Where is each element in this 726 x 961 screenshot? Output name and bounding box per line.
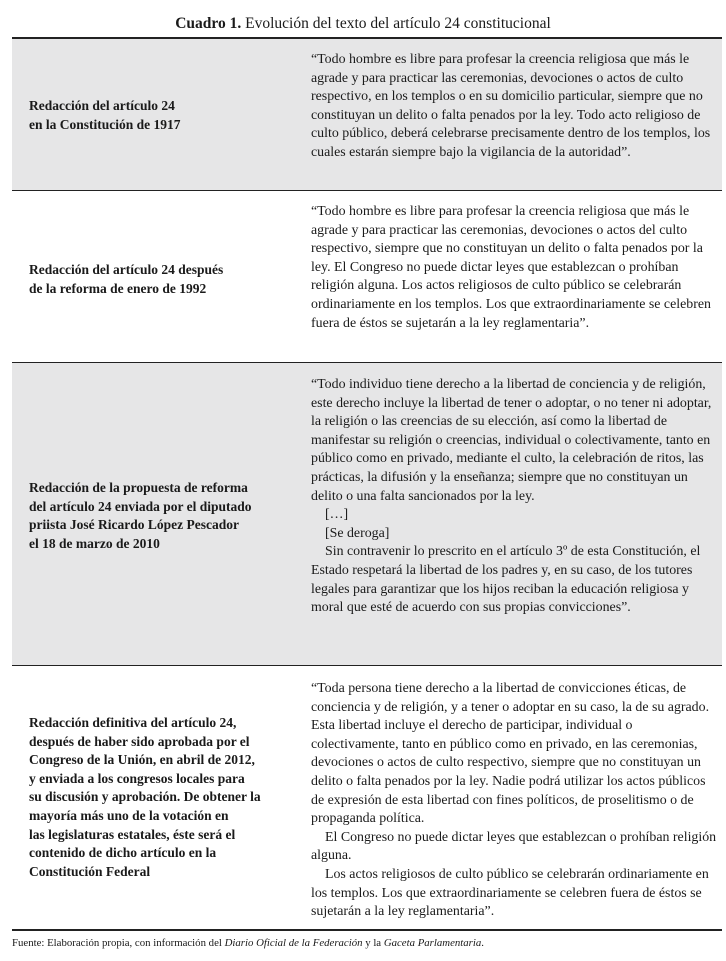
paragraph: Sin contravenir lo prescrito en el artículo 3º de esta Constitución, el Estado respetará la libertad de los padres y, en su caso, de los tutores legales para garantizar que los hijos reciban la educación religiosa y moral que esté de acuerdo con sus propias convicciones”. bbox=[311, 544, 701, 616]
table-title bbox=[0, 14, 726, 34]
paragraph: “Todo hombre es libre para profesar la creencia religiosa que más le agrade y para practicar las ceremonias, devociones o actos de culto respectivo, en los templos o en su domicilio particular, siempre que no constituyan un delito o falta penados por la ley. Todo acto religioso de culto público, deberá celebrarse precisamente dentro de los templos, los cuales estarán siempre bajo la vigilancia de la autoridad”. bbox=[311, 52, 711, 160]
paragraph: “Todo individuo tiene derecho a la libertad de conciencia y de religión, este derecho incluye la libertad de tener o adoptar, o no tener ni adoptar, la religión o las creencias de su elección, así como la libertad de manifestar su religión o creencias, individual o colectivamente, tanto en público como en privado, mediante el culto, la celebración de ritos, las prácticas, la difusión y la enseñanza; siempre que no constituyan un delito o una falta sancionados por la ley. bbox=[311, 377, 712, 504]
row-content bbox=[311, 51, 721, 163]
row-content bbox=[311, 376, 721, 618]
source-diario-oficial: Diario Oficial de la Federación bbox=[224, 937, 363, 949]
table-row bbox=[12, 39, 722, 190]
row-content bbox=[311, 680, 721, 922]
paragraph: “Toda persona tiene derecho a la libertad de convicciones éticas, de conciencia y de religión, y a tener o adoptar en su caso, la de su agrado. Esta libertad incluye el derecho de participar, individual o colectivamente, tanto en público como en privado, en las ceremonias, devociones o actos de culto respectivo, siempre que no constituyan un delito o falta penados por la ley. Nadie podrá utilizar los actos públicos de expresión de esta libertad con fines políticos, de proselitismo o de propaganda política. bbox=[311, 681, 710, 827]
paragraph: [Se deroga] bbox=[325, 525, 390, 541]
table-row bbox=[12, 363, 722, 665]
paragraph: […] bbox=[325, 507, 349, 523]
source-gaceta: Gaceta Parlamentaria bbox=[383, 937, 482, 949]
row-content bbox=[311, 203, 721, 333]
paragraph: “Todo hombre es libre para profesar la creencia religiosa que más le agrade y para practicar las ceremonias, devociones o actos del culto respectivo, siempre que no constituyan un delito o falta penados por la ley. El Congreso no puede dictar leyes que establezcan o prohíban religión alguna. Los actos religiosos de culto público se celebrarán ordinariamente en los templos. Los que extraordinariamente se celebren fuera de éstos se sujetarán a la ley reglamentaria”. bbox=[311, 204, 711, 331]
row-label: Redacción de la propuesta de reforma del artículo 24 enviada por el diputado priista José Ricardo López Pescador el 18 de marzo de 2010 bbox=[29, 480, 252, 551]
row-label: Redacción del artículo 24 en la Constitución de 1917 bbox=[29, 98, 181, 132]
paragraph: El Congreso no puede dictar leyes que establezcan o prohíban religión alguna. bbox=[311, 829, 717, 864]
table-row bbox=[12, 191, 722, 362]
table-number: Cuadro 1. bbox=[175, 15, 242, 32]
row-label: Redacción definitiva del artículo 24, después de haber sido aprobada por el Congreso de la Unión, en abril de 2012, y enviada a los congresos locales para su discusión y aprobación. De obtener la mayoría más uno de la votación en las legislaturas estatales, éste será el contenido de dicho artículo en la Constitución Federal bbox=[29, 715, 261, 879]
row-label: Redacción del artículo 24 después de la reforma de enero de 1992 bbox=[29, 262, 224, 296]
paragraph: Los actos religiosos de culto público se celebrarán ordinariamente en los templos. Los que extraordinariamente se celebren fuera de éstos se sujetarán a la ley reglamentaria”. bbox=[311, 866, 709, 920]
table-title-text: Evolución del texto del artículo 24 constitucional bbox=[245, 15, 551, 32]
table-row bbox=[12, 666, 722, 928]
source-note: Fuente: Elaboración propia, con información del Diario Oficial de la Federación y la Gaceta Parlamentaria. bbox=[12, 937, 484, 949]
bottom-rule bbox=[12, 929, 722, 931]
